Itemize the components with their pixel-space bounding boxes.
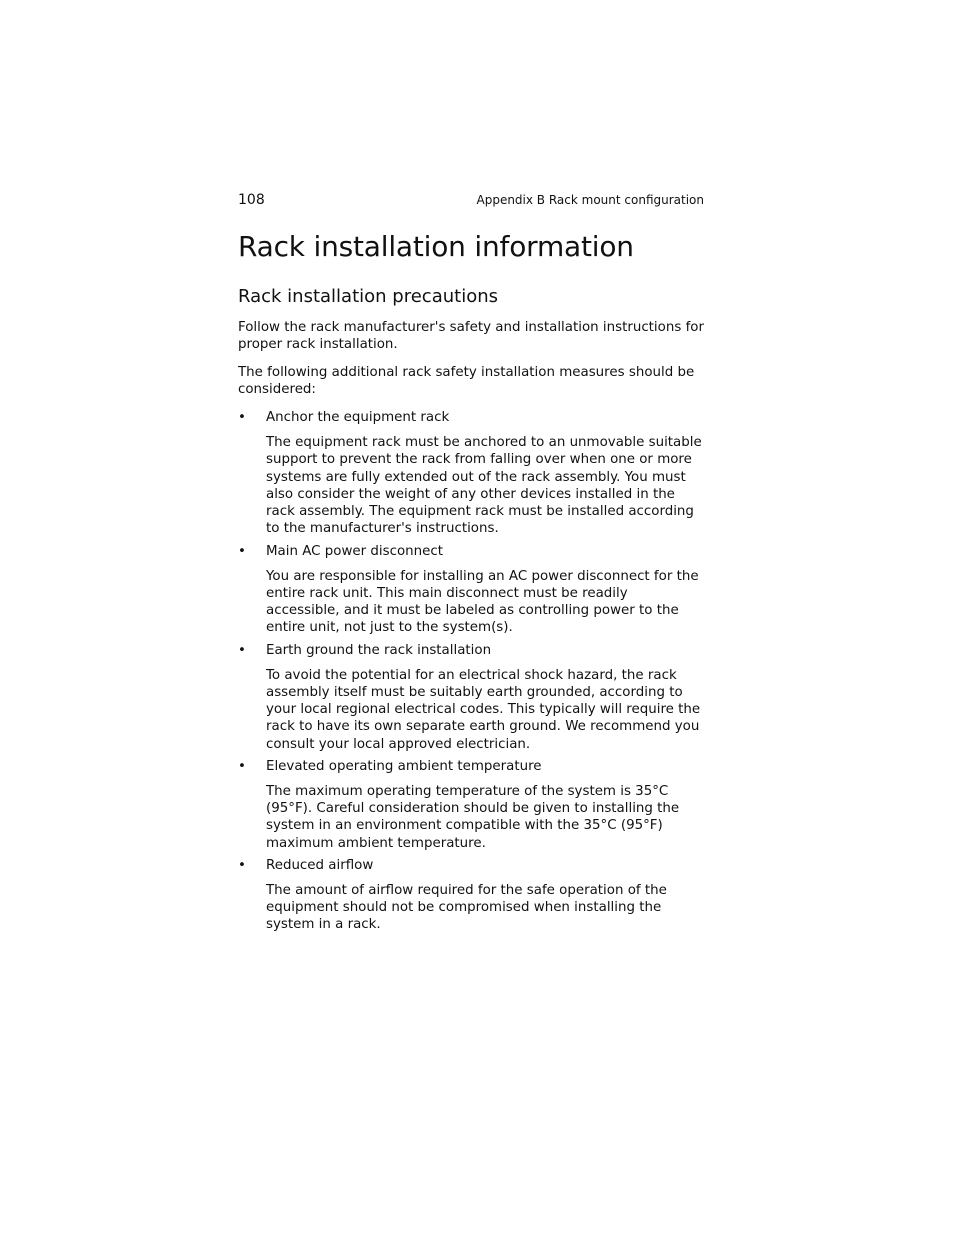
list-item-heading: Main AC power disconnect: [266, 543, 443, 559]
page-number: 108: [238, 192, 265, 208]
section-heading: Rack installation precautions: [238, 286, 498, 307]
list-item: [238, 543, 704, 637]
list-item: [238, 642, 704, 753]
bullet-icon: •: [238, 410, 246, 426]
bullet-icon: •: [238, 543, 246, 559]
precautions-list: [238, 409, 704, 934]
list-item-heading: Reduced airflow: [266, 858, 374, 874]
running-header: [238, 191, 704, 211]
list-item-text: The equipment rack must be anchored to an unmovable suitable support to prevent the rack from falling over when one or more systems are fully extended out of the rack assembly. You must also consider the weight of any other devices installed in the rack assembly. The equipment rack must be installed according to the manufacturer's instructions.: [266, 434, 702, 537]
intro-paragraph: Follow the rack manufacturer's safety and installation instructions for proper rack installation.: [238, 320, 704, 353]
bullet-icon: •: [238, 858, 246, 874]
list-item: [238, 758, 704, 852]
intro-paragraph: The following additional rack safety installation measures should be considered:: [238, 365, 695, 398]
list-item-text: The maximum operating temperature of the system is 35°C (95°F). Careful consideration should be given to installing the system in an environment compatible with the 35°C (95°F) maximum ambient temperature.: [266, 783, 680, 851]
list-item-heading: Anchor the equipment rack: [266, 410, 450, 426]
list-item-heading: Earth ground the rack installation: [266, 642, 492, 658]
list-item: [238, 409, 704, 538]
bullet-icon: •: [238, 759, 246, 775]
list-item-text: You are responsible for installing an AC power disconnect for the entire rack unit. This main disconnect must be readily accessible, and it must be labeled as controlling power to the entire unit, not just to the system(s).: [266, 568, 699, 636]
bullet-icon: •: [238, 642, 246, 658]
body-text: [238, 319, 704, 939]
list-item-heading: Elevated operating ambient temperature: [266, 759, 542, 775]
list-item-text: The amount of airflow required for the safe operation of the equipment should not be compromised when installing the system in a rack.: [266, 882, 667, 933]
chapter-title: Appendix B Rack mount configuration: [476, 193, 704, 207]
list-item-text: To avoid the potential for an electrical shock hazard, the rack assembly itself must be suitably earth grounded, according to your local regional electrical codes. This typically will require the rack to have its own separate earth ground. We recommend you consult your local approved electrician.: [266, 667, 701, 752]
page-title: Rack installation information: [238, 230, 634, 263]
list-item: [238, 857, 704, 934]
